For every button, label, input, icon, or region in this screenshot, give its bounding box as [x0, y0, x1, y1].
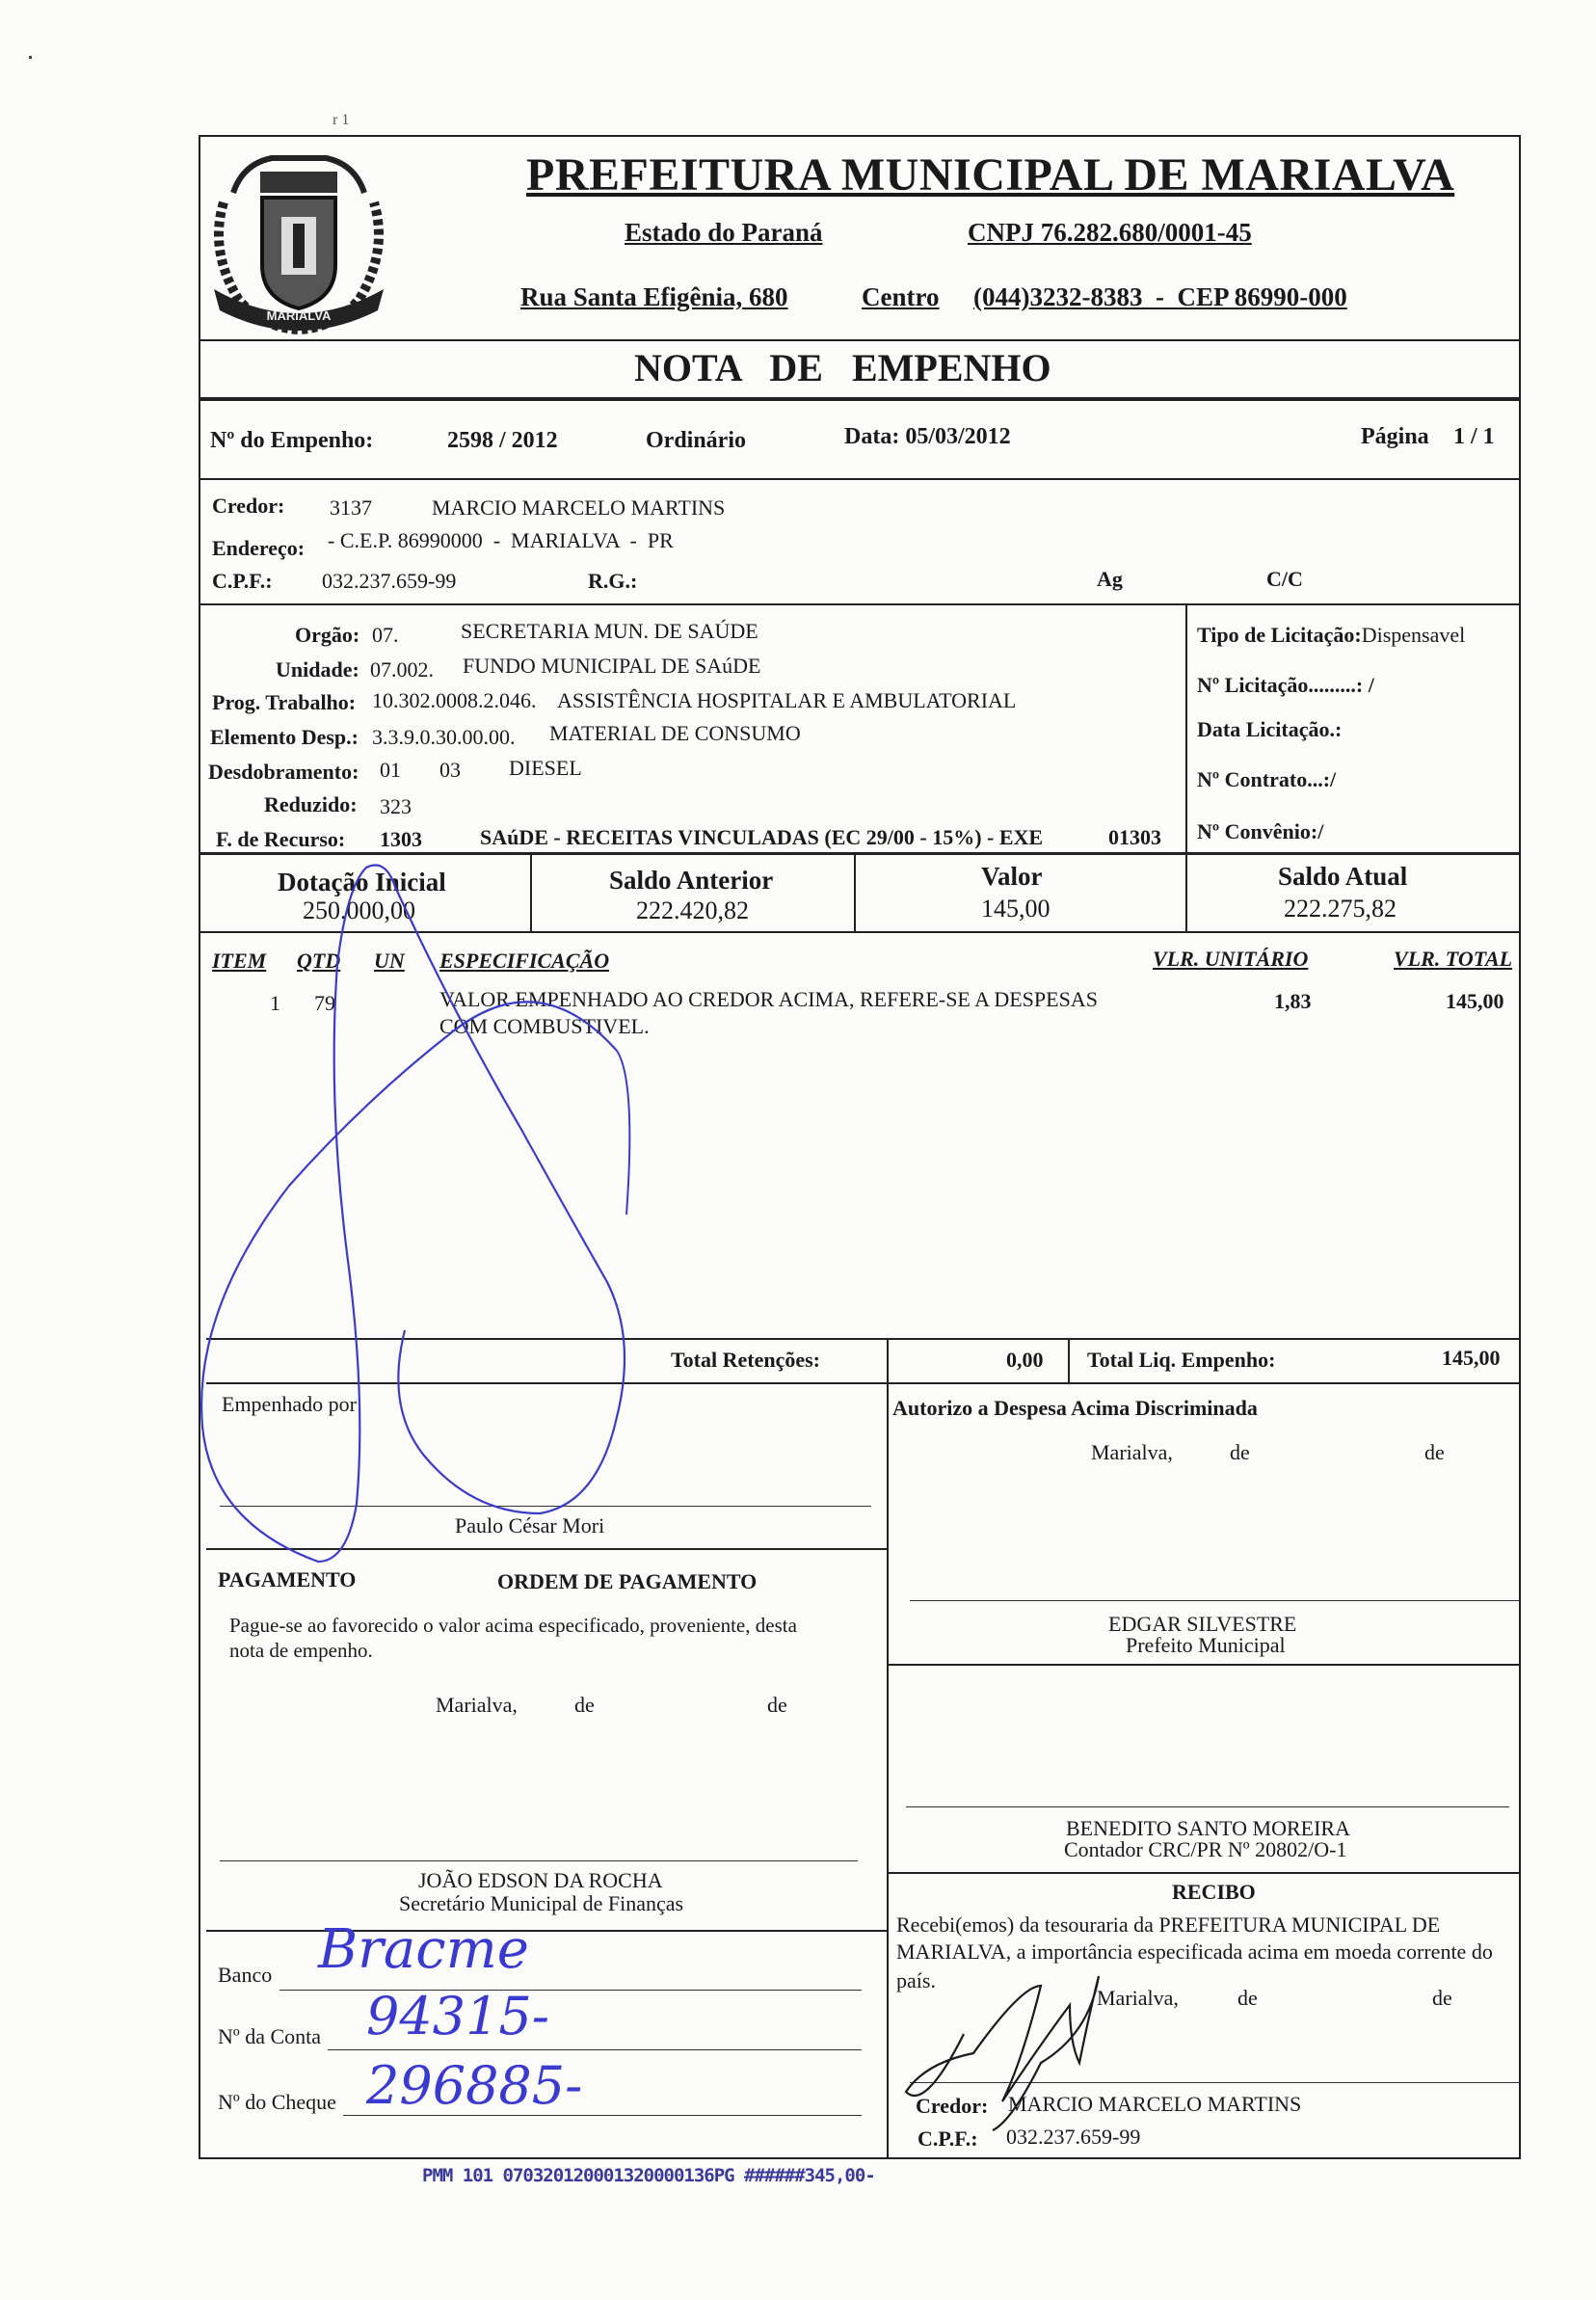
col-qtd: QTD	[297, 949, 341, 973]
empenho-number: 2598 / 2012	[447, 428, 558, 453]
saldo-anterior-value: 222.420,82	[636, 896, 749, 924]
saldo-atual-label: Saldo Atual	[1278, 862, 1408, 891]
footer-code: PMM 101 070320120001320000136PG ######345,00-	[422, 2165, 875, 2186]
desdobramento-1: 01	[380, 758, 401, 782]
creditor-label: Credor:	[212, 494, 285, 518]
liquido-label: Total Liq. Empenho:	[1087, 1348, 1276, 1372]
item-vlr-unit: 1,83	[1274, 989, 1312, 1013]
elemento-code: 3.3.9.0.30.00.00.	[372, 725, 516, 749]
saldo-anterior-label: Saldo Anterior	[609, 866, 774, 895]
contador-title: Contador CRC/PR Nº 20802/O-1	[1064, 1837, 1347, 1861]
recibo-local: Marialva,	[1097, 1986, 1179, 2010]
creditor-name: MARCIO MARCELO MARTINS	[432, 495, 726, 520]
autorizo-de1: de	[1230, 1440, 1250, 1464]
col-un: UN	[374, 949, 405, 973]
recibo-de1: de	[1237, 1986, 1258, 2010]
empenho-type: Ordinário	[646, 428, 747, 453]
fonte-label: F. de Recurso:	[216, 827, 346, 851]
autorizo-label: Autorizo a Despesa Acima Discriminada	[892, 1396, 1258, 1420]
recibo-text-line2: MARIALVA, a importância especificada acima em moeda corrente do	[896, 1939, 1493, 1964]
col-vlr-total: VLR. TOTAL	[1394, 947, 1513, 971]
desdobramento-2: 03	[439, 758, 461, 782]
dotacao-value: 250.000,00	[303, 896, 415, 924]
dotacao-label: Dotação Inicial	[278, 868, 446, 896]
item-spec-line2: COM COMBUSTIVEL.	[439, 1014, 650, 1038]
contrato-number: Nº Contrato...:/	[1197, 767, 1337, 791]
page-title: PREFEITURA MUNICIPAL DE MARIALVA	[526, 149, 1455, 201]
autorizo-local: Marialva,	[1091, 1440, 1173, 1464]
licitacao-type-value: Dispensavel	[1361, 623, 1466, 647]
page-label: Página	[1361, 424, 1429, 449]
ordem-pagamento-label: ORDEM DE PAGAMENTO	[497, 1569, 758, 1593]
header-address: Rua Santa Efigênia, 680	[520, 282, 788, 311]
prog-name: ASSISTÊNCIA HOSPITALAR E AMBULATORIAL	[557, 688, 1017, 712]
scan-mark: r 1	[332, 112, 350, 128]
col-vlr-unitario: VLR. UNITÁRIO	[1153, 947, 1309, 971]
empenho-number-label: Nº do Empenho:	[210, 428, 374, 453]
conta-handwritten: 94315-	[366, 1986, 550, 2046]
liquido-value: 145,00	[1442, 1346, 1501, 1370]
secretario-name: JOÃO EDSON DA ROCHA	[418, 1868, 663, 1892]
empenho-date: Data: 05/03/2012	[844, 424, 1011, 449]
fonte-ref: 01303	[1108, 825, 1161, 849]
col-item: ITEM	[212, 949, 267, 973]
unidade-code: 07.002.	[370, 657, 434, 682]
empenhado-label: Empenhado por	[222, 1392, 357, 1416]
recibo-cpf-label: C.P.F.:	[918, 2126, 978, 2151]
recibo-credor-label: Credor:	[916, 2094, 989, 2118]
secretario-title: Secretário Municipal de Finanças	[399, 1891, 684, 1915]
orgao-code: 07.	[372, 623, 399, 647]
empenhado-name: Paulo César Mori	[455, 1513, 605, 1538]
retencoes-label: Total Retenções:	[671, 1348, 820, 1372]
cpf-label: C.P.F.:	[212, 569, 273, 593]
orgao-label: Orgão:	[295, 623, 360, 647]
desdobramento-label: Desdobramento:	[208, 760, 359, 784]
prog-label: Prog. Trabalho:	[212, 690, 357, 714]
doc-title: NOTA DE EMPENHO	[634, 346, 1051, 389]
autorizo-de2: de	[1424, 1440, 1445, 1464]
recibo-credor-name: MARCIO MARCELO MARTINS	[1008, 2092, 1302, 2116]
item-spec-line1: VALOR EMPENHADO AO CREDOR ACIMA, REFERE-SE A DESPESAS	[439, 987, 1098, 1011]
header-phone-cep: (044)3232-8383 - CEP 86990-000	[973, 282, 1347, 311]
prefeito-title: Prefeito Municipal	[1126, 1633, 1286, 1657]
fonte-name: SAúDE - RECEITAS VINCULADAS (EC 29/00 - 15%) - EXE	[480, 825, 1044, 849]
licitacao-type-label: Tipo de Licitação:	[1197, 623, 1362, 647]
retencoes-value: 0,00	[1006, 1348, 1044, 1372]
header-cnpj: CNPJ 76.282.680/0001-45	[968, 218, 1252, 247]
contador-name: BENEDITO SANTO MOREIRA	[1066, 1816, 1350, 1840]
conta-label: Nº da Conta	[218, 2024, 322, 2048]
pagamento-de1: de	[574, 1693, 595, 1717]
banco-label: Banco	[218, 1963, 273, 1987]
prog-code: 10.302.0008.2.046.	[372, 688, 537, 712]
prefeito-name: EDGAR SILVESTRE	[1108, 1612, 1297, 1636]
pagamento-label: PAGAMENTO	[218, 1567, 357, 1591]
rg-label: R.G.:	[588, 569, 638, 593]
unidade-label: Unidade:	[276, 657, 359, 682]
recibo-cpf: 032.237.659-99	[1006, 2125, 1141, 2149]
col-especificacao: ESPECIFICAÇÃO	[439, 949, 610, 973]
address-label: Endereço:	[212, 536, 306, 560]
licitacao-date: Data Licitação.:	[1197, 717, 1343, 741]
saldo-atual-value: 222.275,82	[1284, 895, 1396, 923]
convenio-number: Nº Convênio:/	[1197, 819, 1324, 843]
valor-value: 145,00	[981, 895, 1051, 923]
recibo-label: RECIBO	[1172, 1880, 1256, 1904]
pagamento-local: Marialva,	[436, 1693, 518, 1717]
account-label: C/C	[1266, 567, 1303, 591]
reduzido-label: Reduzido:	[264, 792, 358, 816]
reduzido-value: 323	[380, 794, 412, 818]
orgao-name: SECRETARIA MUN. DE SAÚDE	[461, 619, 758, 643]
banco-handwritten: Bracme	[318, 1918, 529, 1981]
header-state: Estado do Paraná	[625, 218, 823, 247]
item-number: 1	[270, 991, 280, 1015]
elemento-name: MATERIAL DE CONSUMO	[549, 721, 801, 745]
desdobramento-name: DIESEL	[509, 756, 582, 780]
pagamento-de2: de	[767, 1693, 787, 1717]
recibo-text-line3: país.	[896, 1968, 936, 1992]
seal-text: MARIALVA	[266, 308, 332, 323]
creditor-cpf: 032.237.659-99	[322, 569, 457, 593]
licitacao-number: Nº Licitação.........: /	[1197, 673, 1374, 697]
pagamento-text-line1: Pague-se ao favorecido o valor acima especificado, proveniente, desta	[229, 1614, 797, 1637]
header-district: Centro	[862, 282, 940, 311]
valor-label: Valor	[981, 862, 1043, 891]
item-qtd: 79	[314, 991, 335, 1015]
fonte-code: 1303	[380, 827, 422, 851]
pagamento-text-line2: nota de empenho.	[229, 1639, 373, 1662]
agency-label: Ag	[1097, 567, 1123, 591]
elemento-label: Elemento Desp.:	[210, 725, 359, 749]
page-number: 1 / 1	[1453, 424, 1495, 449]
cheque-handwritten: 296885-	[366, 2055, 583, 2116]
unidade-name: FUNDO MUNICIPAL DE SAúDE	[463, 654, 761, 678]
cheque-label: Nº do Cheque	[218, 2090, 336, 2114]
recibo-de2: de	[1432, 1986, 1452, 2010]
item-vlr-total: 145,00	[1446, 989, 1504, 1013]
creditor-address: - C.E.P. 86990000 - MARIALVA - PR	[328, 528, 674, 552]
recibo-text-line1: Recebi(emos) da tesouraria da PREFEITURA MUNICIPAL DE	[896, 1912, 1441, 1937]
creditor-code: 3137	[330, 495, 372, 520]
